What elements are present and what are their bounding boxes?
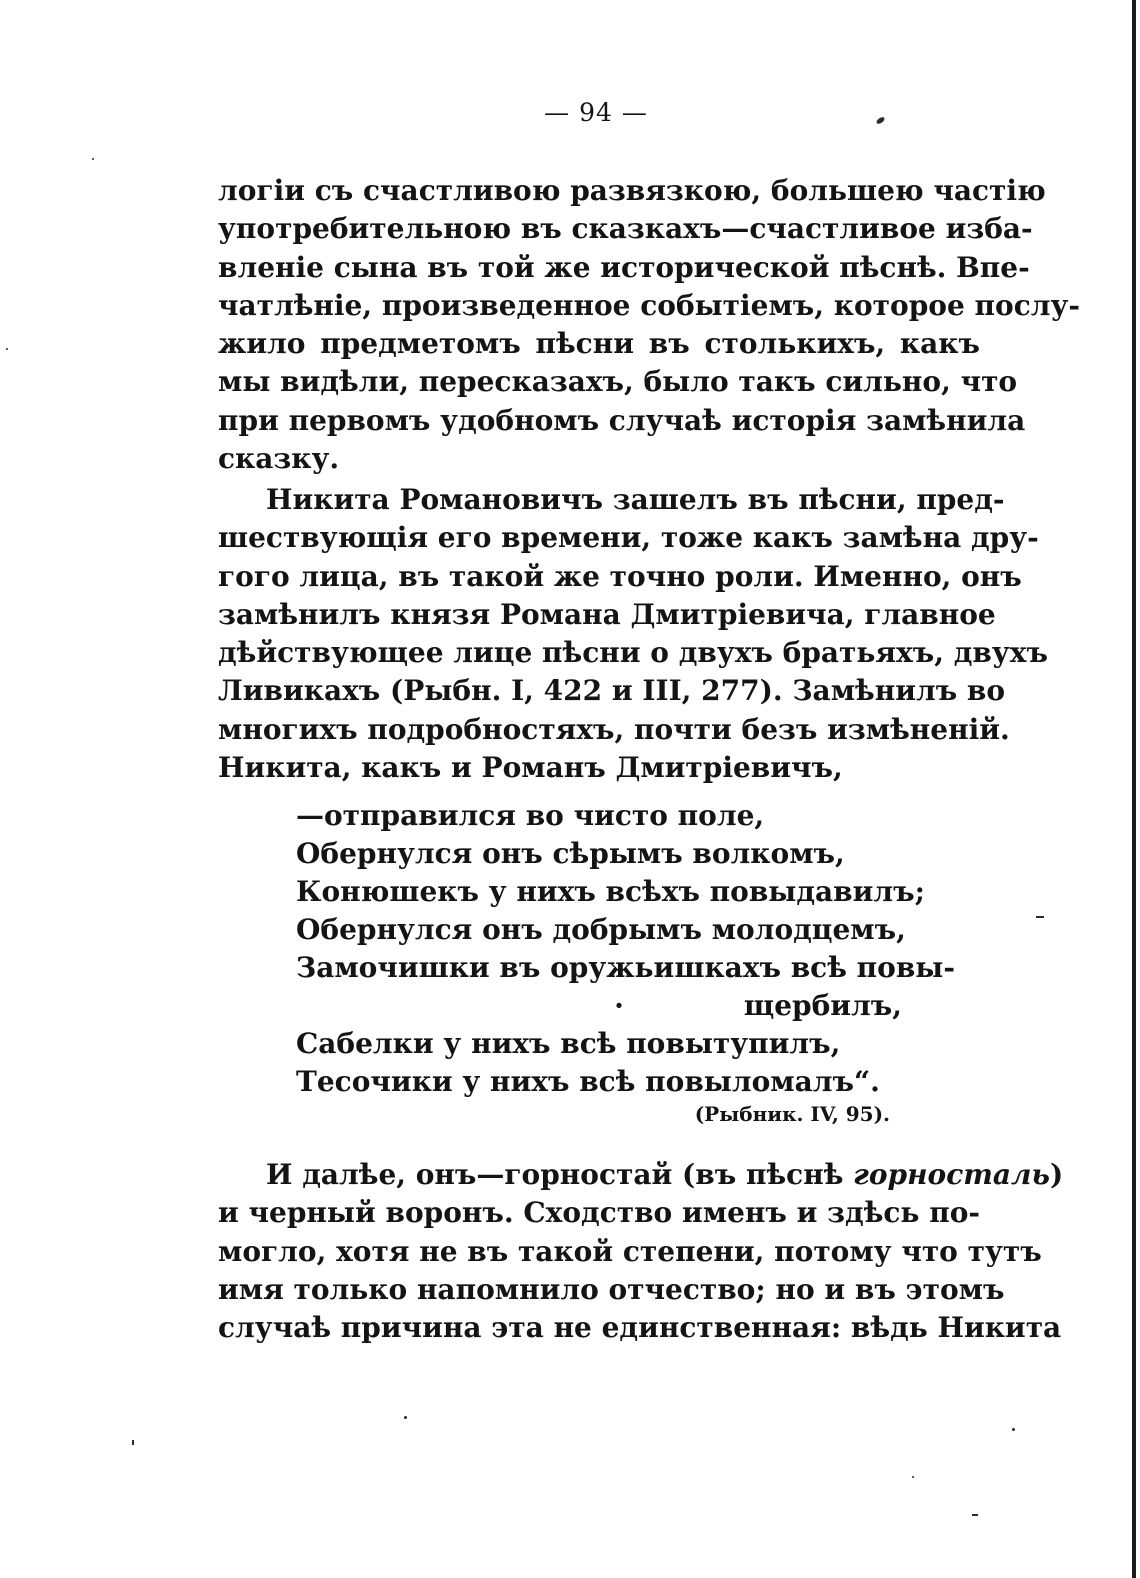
text-line: многихъ подробностяхъ, почти безъ измѣненій. (218, 712, 1010, 746)
text-line: вленіе сына въ той же исторической пѣснѣ. Впе- (218, 250, 1030, 284)
verse-line-text: щербилъ, (743, 989, 902, 1022)
text-line: гого лица, въ такой же точно роли. Именно, онъ (218, 559, 1022, 593)
text-line: логіи съ счастливою развязкою, большею частію (218, 174, 1046, 207)
text-line: Ливикахъ (Рыбн. I, 422 и III, 277). Замѣнилъ во (218, 674, 1006, 708)
text-line: Никита Романовичъ зашелъ въ пѣсни, пред- (266, 483, 1005, 516)
text-run: И далѣе, онъ—горностай (въ пѣснѣ (266, 1158, 854, 1191)
text-line: употребительною въ сказкахъ—счастливое избa- (218, 212, 1033, 246)
italic-word: горносталь (853, 1158, 1050, 1191)
text-line: случаѣ причина эта не единственная: вѣдь Никита (218, 1311, 1062, 1345)
verse-line: —отправился во чисто поле, (296, 799, 765, 832)
text-line: могло, хотя не въ такой степени, потому что тутъ (218, 1234, 1042, 1268)
text-line: шествующія его времени, тоже какъ замѣна дру- (218, 521, 1039, 555)
ink-speck (404, 1416, 407, 1419)
paragraph-2 (218, 481, 1048, 787)
verse-dot: · (614, 989, 624, 1022)
page-number: — 94 — (544, 98, 648, 127)
text-line: сказку. (218, 442, 340, 476)
text-line: дѣйствующее лице пѣсни о двухъ братьяхъ, двухъ (218, 636, 1048, 670)
verse-line: Сабелки у нихъ всѣ повытупилъ, (296, 1027, 841, 1060)
text-line: при первомъ удобномъ случаѣ исторія замѣнила (218, 403, 1026, 437)
text-line (218, 1156, 1064, 1194)
page-edge-rule (1132, 0, 1136, 1578)
ink-speck (912, 1476, 914, 1478)
text-line: жило предметомъ пѣсни въ столькихъ, какъ (218, 327, 980, 361)
ink-speck (1012, 1428, 1015, 1431)
text-line: чатлѣніе, произведенное событіемъ, которое послу- (218, 288, 1081, 322)
ink-speck (875, 116, 885, 125)
verse-citation: (Рыбник. IV, 95). (694, 1102, 890, 1126)
ink-speck (92, 158, 94, 160)
text-line: замѣнилъ князя Романа Дмитріевича, главное (218, 597, 996, 631)
verse-quotation (296, 797, 955, 1101)
verse-line: Конюшекъ у нихъ всѣхъ повыдавилъ; (296, 875, 925, 908)
verse-line: Замочишки въ оружьишкахъ всѣ повы- (296, 951, 955, 984)
paragraph-3 (218, 1156, 1064, 1347)
text-line: имя только напомнило отчество; но и въ этомъ (218, 1272, 1005, 1306)
ink-speck (6, 348, 8, 350)
verse-line-continuation (296, 987, 902, 1025)
ink-speck (132, 1440, 134, 1445)
text-run: ) (1050, 1158, 1064, 1191)
text-line: и черный воронъ. Сходство именъ и здѣсь по- (218, 1196, 980, 1230)
text-line: Никита, какъ и Романъ Дмитріевичъ, (218, 751, 843, 785)
verse-line: Обернулся онъ сѣрымъ волкомъ, (296, 837, 845, 870)
ink-speck (972, 1514, 978, 1516)
verse-line: Обернулся онъ добрымъ молодцемъ, (296, 913, 906, 946)
paragraph-1 (218, 172, 1081, 478)
ink-speck (1036, 916, 1044, 918)
text-line: мы видѣли, пересказахъ, было такъ сильно, что (218, 365, 1018, 399)
verse-line: Тесочики у нихъ всѣ повыломалъ“. (296, 1065, 880, 1098)
